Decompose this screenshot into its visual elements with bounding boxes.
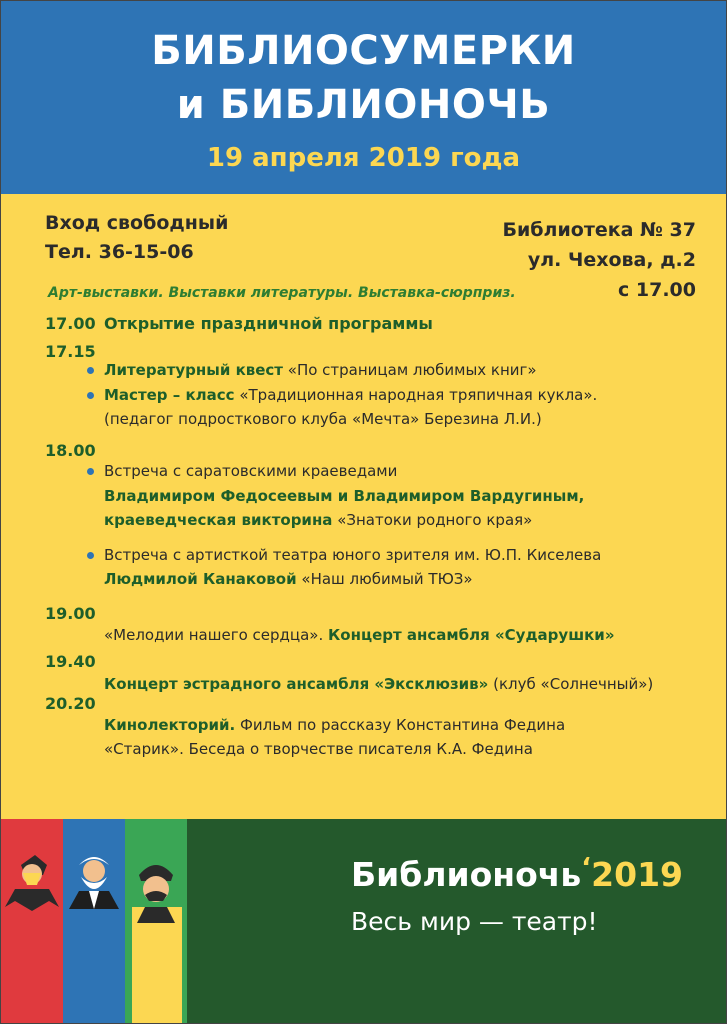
entry-free: Вход свободный — [45, 212, 229, 234]
brand-name: Библионочь — [351, 855, 582, 894]
start-time: с 17.00 — [618, 279, 696, 301]
meeting2-line1: Встреча с артисткой театра юного зрителя им. Ю.П. Киселева — [104, 546, 602, 564]
time-1800: 18.00 — [45, 441, 96, 460]
meeting2-line2 — [104, 570, 473, 588]
meeting1-line1: Встреча с саратовскими краеведами — [104, 462, 398, 480]
master-class-name: «Традиционная народная тряпичная кукла». — [234, 386, 598, 404]
time-1700: 17.00 — [45, 314, 96, 333]
slogan: Весь мир — театр! — [351, 907, 598, 936]
film-title: Кинолекторий. — [104, 716, 236, 734]
brand-logo-text — [351, 855, 683, 894]
film-item — [104, 716, 565, 734]
quiz-title: краеведческая викторина — [104, 511, 333, 529]
concert2-item — [104, 675, 653, 693]
theater-figures-illustration — [1, 819, 191, 1023]
bullet-quest — [87, 367, 94, 374]
footer-banner — [1, 819, 726, 1023]
event-date: 19 апреля 2019 года — [206, 143, 521, 173]
meeting1-quiz — [104, 511, 532, 529]
bullet-meet2 — [87, 552, 94, 559]
page-title-line2: и БИБЛИОНОЧЬ — [176, 82, 551, 128]
time-1940: 19.40 — [45, 652, 96, 671]
film-line2: «Старик». Беседа о творчестве писателя К.А. Федина — [104, 740, 533, 758]
concert2-title: Концерт эстрадного ансамбля «Эксклюзив» — [104, 675, 489, 693]
time-2020: 20.20 — [45, 694, 96, 713]
actress-name: Людмилой Канаковой — [104, 570, 297, 588]
exhibitions-line: Арт-выставки. Выставки литературы. Выставка-сюрприз. — [48, 285, 516, 301]
bullet-master — [87, 392, 94, 399]
master-class-item — [104, 386, 597, 404]
figure1-icon — [5, 855, 59, 911]
quest-item — [104, 361, 537, 379]
film-desc: Фильм по рассказу Константина Федина — [235, 716, 566, 734]
concert2-club: (клуб «Солнечный») — [488, 675, 654, 693]
time-1715: 17.15 — [45, 342, 96, 361]
page-title-line1: БИБЛИОСУМЕРКИ — [151, 28, 576, 74]
opening-item: Открытие праздничной программы — [104, 314, 433, 333]
library-name: Библиотека № 37 — [502, 219, 696, 241]
figure2-icon — [69, 857, 119, 909]
figure3-icon — [137, 865, 175, 923]
moon-icon: ‘ — [581, 853, 592, 883]
phone-number: Тел. 36-15-06 — [45, 241, 194, 263]
quest-name: «По страницам любимых книг» — [283, 361, 537, 379]
header-banner — [1, 1, 726, 194]
time-1900: 19.00 — [45, 604, 96, 623]
master-class-note: (педагог подросткового клуба «Мечта» Березина Л.И.) — [104, 410, 542, 428]
meeting1-guests: Владимиром Федосеевым и Владимиром Вардугиным, — [104, 487, 585, 505]
quiz-name: «Знатоки родного края» — [332, 511, 533, 529]
brand-year: 2019 — [591, 855, 684, 894]
quest-title: Литературный квест — [104, 361, 283, 379]
meeting2-title: «Наш любимый ТЮЗ» — [296, 570, 473, 588]
library-address: ул. Чехова, д.2 — [527, 249, 696, 271]
concert1-song: «Мелодии нашего сердца». — [104, 626, 329, 644]
bullet-meet1 — [87, 468, 94, 475]
master-class-title: Мастер – класс — [104, 386, 235, 404]
concert1-title: Концерт ансамбля «Сударушки» — [328, 626, 615, 644]
concert1-item — [104, 626, 615, 644]
